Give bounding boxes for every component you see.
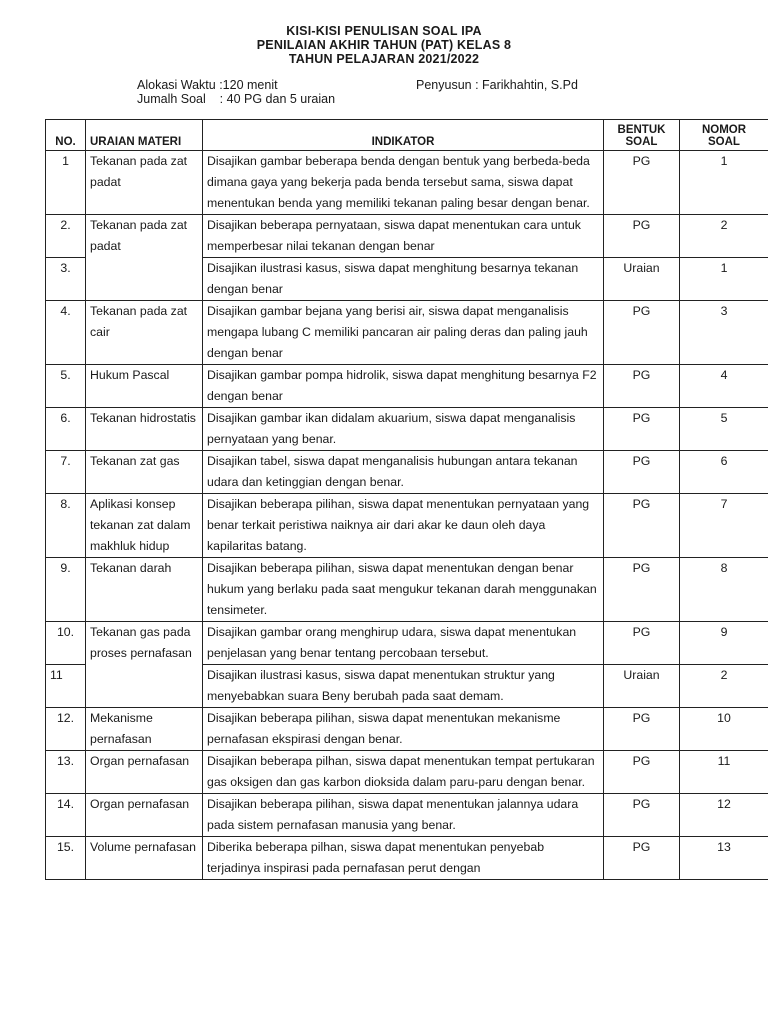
row-materi: Organ pernafasan	[86, 751, 203, 794]
row-bentuk: Uraian	[604, 258, 680, 301]
header-materi: URAIAN MATERI	[86, 120, 203, 151]
row-materi: Aplikasi konsep tekanan zat dalam makhluk hidup	[86, 494, 203, 558]
doc-title: KISI-KISI PENULISAN SOAL IPA	[286, 24, 482, 38]
row-no: 11	[46, 665, 86, 708]
penyusun: Penyusun : Farikhahtin, S.Pd	[416, 78, 578, 92]
row-no: 7.	[46, 451, 86, 494]
row-indikator: Disajikan tabel, siswa dapat menganalisis hubungan antara tekanan udara dan ketinggian dengan benar.	[203, 451, 604, 494]
table-row	[46, 215, 768, 258]
row-nomor: 13	[680, 837, 768, 880]
header-bentuk	[604, 120, 680, 151]
table-row	[46, 751, 768, 794]
table-row	[46, 408, 768, 451]
header-nomor	[680, 120, 768, 151]
row-bentuk: PG	[604, 794, 680, 837]
header-bentuk-l2: SOAL	[625, 136, 658, 148]
row-nomor: 10	[680, 708, 768, 751]
header-indikator: INDIKATOR	[203, 120, 604, 151]
row-bentuk: PG	[604, 301, 680, 365]
row-no: 9.	[46, 558, 86, 622]
row-no: 14.	[46, 794, 86, 837]
row-bentuk: PG	[604, 408, 680, 451]
row-indikator: Disajikan beberapa pilihan, siswa dapat menentukan jalannya udara pada sistem pernafasan manusia yang benar.	[203, 794, 604, 837]
header-bentuk-l1: BENTUK	[617, 124, 666, 136]
row-materi: Organ pernafasan	[86, 794, 203, 837]
row-indikator: Disajikan beberapa pilhan, siswa dapat menentukan tempat pertukaran gas oksigen dan gas karbon dioksida dalam paru-paru dengan benar.	[203, 751, 604, 794]
table-row	[46, 708, 768, 751]
row-indikator: Disajikan ilustrasi kasus, siswa dapat menghitung besarnya tekanan dengan benar	[203, 258, 604, 301]
row-nomor: 1	[680, 151, 768, 215]
row-materi: Tekanan pada zat padat	[86, 215, 203, 301]
row-nomor: 9	[680, 622, 768, 665]
row-no: 15.	[46, 837, 86, 880]
row-indikator: Disajikan beberapa pilihan, siswa dapat menentukan dengan benar hukum yang berlaku pada saat mengukur tekanan darah menggunakan tensimeter.	[203, 558, 604, 622]
row-indikator: Disajikan beberapa pilihan, siswa dapat menentukan pernyataan yang benar terkait peristiwa naiknya air dari akar ke daun oleh daya kapilaritas batang.	[203, 494, 604, 558]
row-bentuk: PG	[604, 494, 680, 558]
row-nomor: 1	[680, 258, 768, 301]
row-nomor: 3	[680, 301, 768, 365]
row-indikator: Disajikan beberapa pernyataan, siswa dapat menentukan cara untuk memperbesar nilai tekanan dengan benar	[203, 215, 604, 258]
header-nomor-l2: SOAL	[708, 136, 740, 148]
row-no: 8.	[46, 494, 86, 558]
row-materi: Mekanisme pernafasan	[86, 708, 203, 751]
row-nomor: 6	[680, 451, 768, 494]
row-materi: Tekanan gas pada proses pernafasan	[86, 622, 203, 708]
row-no: 13.	[46, 751, 86, 794]
header-no: NO.	[46, 120, 86, 151]
row-no: 4.	[46, 301, 86, 365]
table-row	[46, 622, 768, 665]
row-bentuk: Uraian	[604, 665, 680, 708]
kisi-kisi-table	[45, 119, 768, 880]
table-header-row	[46, 120, 768, 151]
row-no: 10.	[46, 622, 86, 665]
row-bentuk: PG	[604, 558, 680, 622]
row-indikator: Disajikan beberapa pilihan, siswa dapat menentukan mekanisme pernafasan ekspirasi dengan benar.	[203, 708, 604, 751]
table-row	[46, 494, 768, 558]
row-materi: Tekanan darah	[86, 558, 203, 622]
row-nomor: 4	[680, 365, 768, 408]
header-nomor-l1: NOMOR	[701, 124, 747, 136]
row-nomor: 7	[680, 494, 768, 558]
table-row	[46, 837, 768, 880]
row-indikator: Disajikan gambar ikan didalam akuarium, siswa dapat menganalisis pernyataan yang benar.	[203, 408, 604, 451]
row-indikator: Disajikan gambar bejana yang berisi air, siswa dapat menganalisis mengapa lubang C memiliki pancaran air paling deras dan paling jauh dengan benar	[203, 301, 604, 365]
row-bentuk: PG	[604, 708, 680, 751]
row-materi: Tekanan pada zat padat	[86, 151, 203, 215]
row-nomor: 11	[680, 751, 768, 794]
row-indikator: Disajikan gambar orang menghirup udara, siswa dapat menentukan penjelasan yang benar tentang percobaan tersebut.	[203, 622, 604, 665]
table-row	[46, 558, 768, 622]
row-nomor: 12	[680, 794, 768, 837]
table-row	[46, 794, 768, 837]
row-materi: Volume pernafasan	[86, 837, 203, 880]
alokasi-waktu: Alokasi Waktu :120 menit	[137, 78, 278, 92]
row-indikator: Disajikan ilustrasi kasus, siswa dapat menentukan struktur yang menyebabkan suara Beny berubah pada saat demam.	[203, 665, 604, 708]
row-bentuk: PG	[604, 837, 680, 880]
doc-subtitle: PENILAIAN AKHIR TAHUN (PAT) KELAS 8	[256, 38, 512, 52]
row-materi: Tekanan zat gas	[86, 451, 203, 494]
row-no: 1	[46, 151, 86, 215]
row-bentuk: PG	[604, 622, 680, 665]
row-materi: Tekanan pada zat cair	[86, 301, 203, 365]
row-nomor: 5	[680, 408, 768, 451]
doc-year: TAHUN PELAJARAN 2021/2022	[288, 52, 480, 66]
row-nomor: 2	[680, 215, 768, 258]
row-no: 6.	[46, 408, 86, 451]
row-no: 5.	[46, 365, 86, 408]
row-bentuk: PG	[604, 365, 680, 408]
row-nomor: 8	[680, 558, 768, 622]
row-materi: Hukum Pascal	[86, 365, 203, 408]
row-indikator: Disajikan gambar beberapa benda dengan bentuk yang berbeda-beda dimana gaya yang bekerja pada benda tersebut sama, siswa dapat menentukan benda yang memiliki tekanan paling besar dengan benar.	[203, 151, 604, 215]
row-no: 2.	[46, 215, 86, 258]
row-bentuk: PG	[604, 751, 680, 794]
row-no: 12.	[46, 708, 86, 751]
row-bentuk: PG	[604, 215, 680, 258]
row-materi: Tekanan hidrostatis	[86, 408, 203, 451]
table-row	[46, 451, 768, 494]
row-indikator: Diberika beberapa pilhan, siswa dapat menentukan penyebab terjadinya inspirasi pada pernafasan perut dengan	[203, 837, 604, 880]
row-bentuk: PG	[604, 451, 680, 494]
row-no: 3.	[46, 258, 86, 301]
table-row	[46, 301, 768, 365]
row-nomor: 2	[680, 665, 768, 708]
row-indikator: Disajikan gambar pompa hidrolik, siswa dapat menghitung besarnya F2 dengan benar	[203, 365, 604, 408]
table-row	[46, 151, 768, 215]
jumlah-soal: Jumalh Soal : 40 PG dan 5 uraian	[137, 92, 336, 106]
table-row	[46, 365, 768, 408]
row-bentuk: PG	[604, 151, 680, 215]
